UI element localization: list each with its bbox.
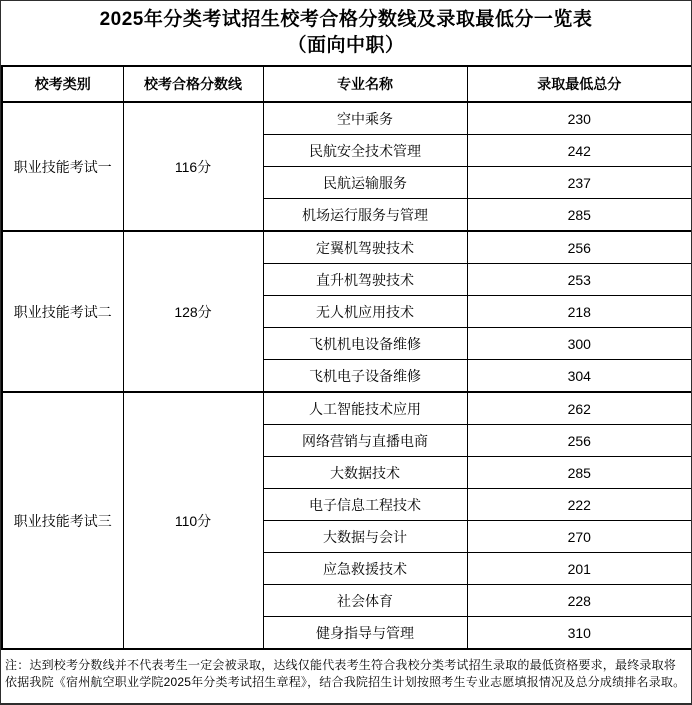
min-score-cell: 230	[467, 102, 692, 135]
major-name-cell: 社会体育	[263, 585, 467, 617]
major-name-cell: 直升机驾驶技术	[263, 264, 467, 296]
min-score-cell: 253	[467, 264, 692, 296]
major-name-cell: 飞机机电设备维修	[263, 328, 467, 360]
major-name-cell: 无人机应用技术	[263, 296, 467, 328]
exam-category-cell: 职业技能考试二	[2, 231, 123, 392]
table-row	[2, 102, 692, 135]
footnote: 注：达到校考分数线并不代表考生一定会被录取，达线仅能代表考生符合我校分类考试招生录取的最低资格要求，最终录取将依据我院《宿州航空职业学院2025年分类考试招生章程》，结合我院招生计划按照考生专业志愿填报情况及总分成绩排名录取。	[5, 658, 686, 689]
pass-line-cell: 116分	[123, 102, 263, 231]
table-header-row	[2, 66, 692, 102]
table-row	[2, 231, 692, 264]
table-row	[2, 392, 692, 425]
min-score-cell: 285	[467, 199, 692, 232]
min-score-cell: 285	[467, 457, 692, 489]
page-title	[1, 1, 691, 65]
min-score-cell: 300	[467, 328, 692, 360]
major-name-cell: 大数据与会计	[263, 521, 467, 553]
header-min-score: 录取最低总分	[467, 66, 692, 102]
exam-category-cell: 职业技能考试一	[2, 102, 123, 231]
page-title-line2: （面向中职）	[287, 35, 405, 56]
major-name-cell: 电子信息工程技术	[263, 489, 467, 521]
major-name-cell: 机场运行服务与管理	[263, 199, 467, 232]
major-name-cell: 民航安全技术管理	[263, 135, 467, 167]
major-name-cell: 人工智能技术应用	[263, 392, 467, 425]
min-score-cell: 270	[467, 521, 692, 553]
page-title-line1: 2025年分类考试招生校考合格分数线及录取最低分一览表	[99, 9, 593, 30]
header-major-name: 专业名称	[263, 66, 467, 102]
min-score-cell: 228	[467, 585, 692, 617]
min-score-cell: 256	[467, 425, 692, 457]
major-name-cell: 健身指导与管理	[263, 617, 467, 650]
exam-category-cell: 职业技能考试三	[2, 392, 123, 649]
min-score-cell: 222	[467, 489, 692, 521]
major-name-cell: 大数据技术	[263, 457, 467, 489]
min-score-cell: 262	[467, 392, 692, 425]
pass-line-cell: 128分	[123, 231, 263, 392]
min-score-cell: 237	[467, 167, 692, 199]
pass-line-cell: 110分	[123, 392, 263, 649]
major-name-cell: 应急救援技术	[263, 553, 467, 585]
min-score-cell: 242	[467, 135, 692, 167]
major-name-cell: 民航运输服务	[263, 167, 467, 199]
major-name-cell: 空中乘务	[263, 102, 467, 135]
min-score-cell: 218	[467, 296, 692, 328]
major-name-cell: 定翼机驾驶技术	[263, 231, 467, 264]
min-score-cell: 201	[467, 553, 692, 585]
header-pass-line: 校考合格分数线	[123, 66, 263, 102]
admission-score-table	[1, 65, 692, 650]
table-header	[2, 66, 692, 102]
min-score-cell: 310	[467, 617, 692, 650]
header-exam-category: 校考类别	[2, 66, 123, 102]
major-name-cell: 网络营销与直播电商	[263, 425, 467, 457]
min-score-cell: 304	[467, 360, 692, 393]
min-score-cell: 256	[467, 231, 692, 264]
major-name-cell: 飞机电子设备维修	[263, 360, 467, 393]
